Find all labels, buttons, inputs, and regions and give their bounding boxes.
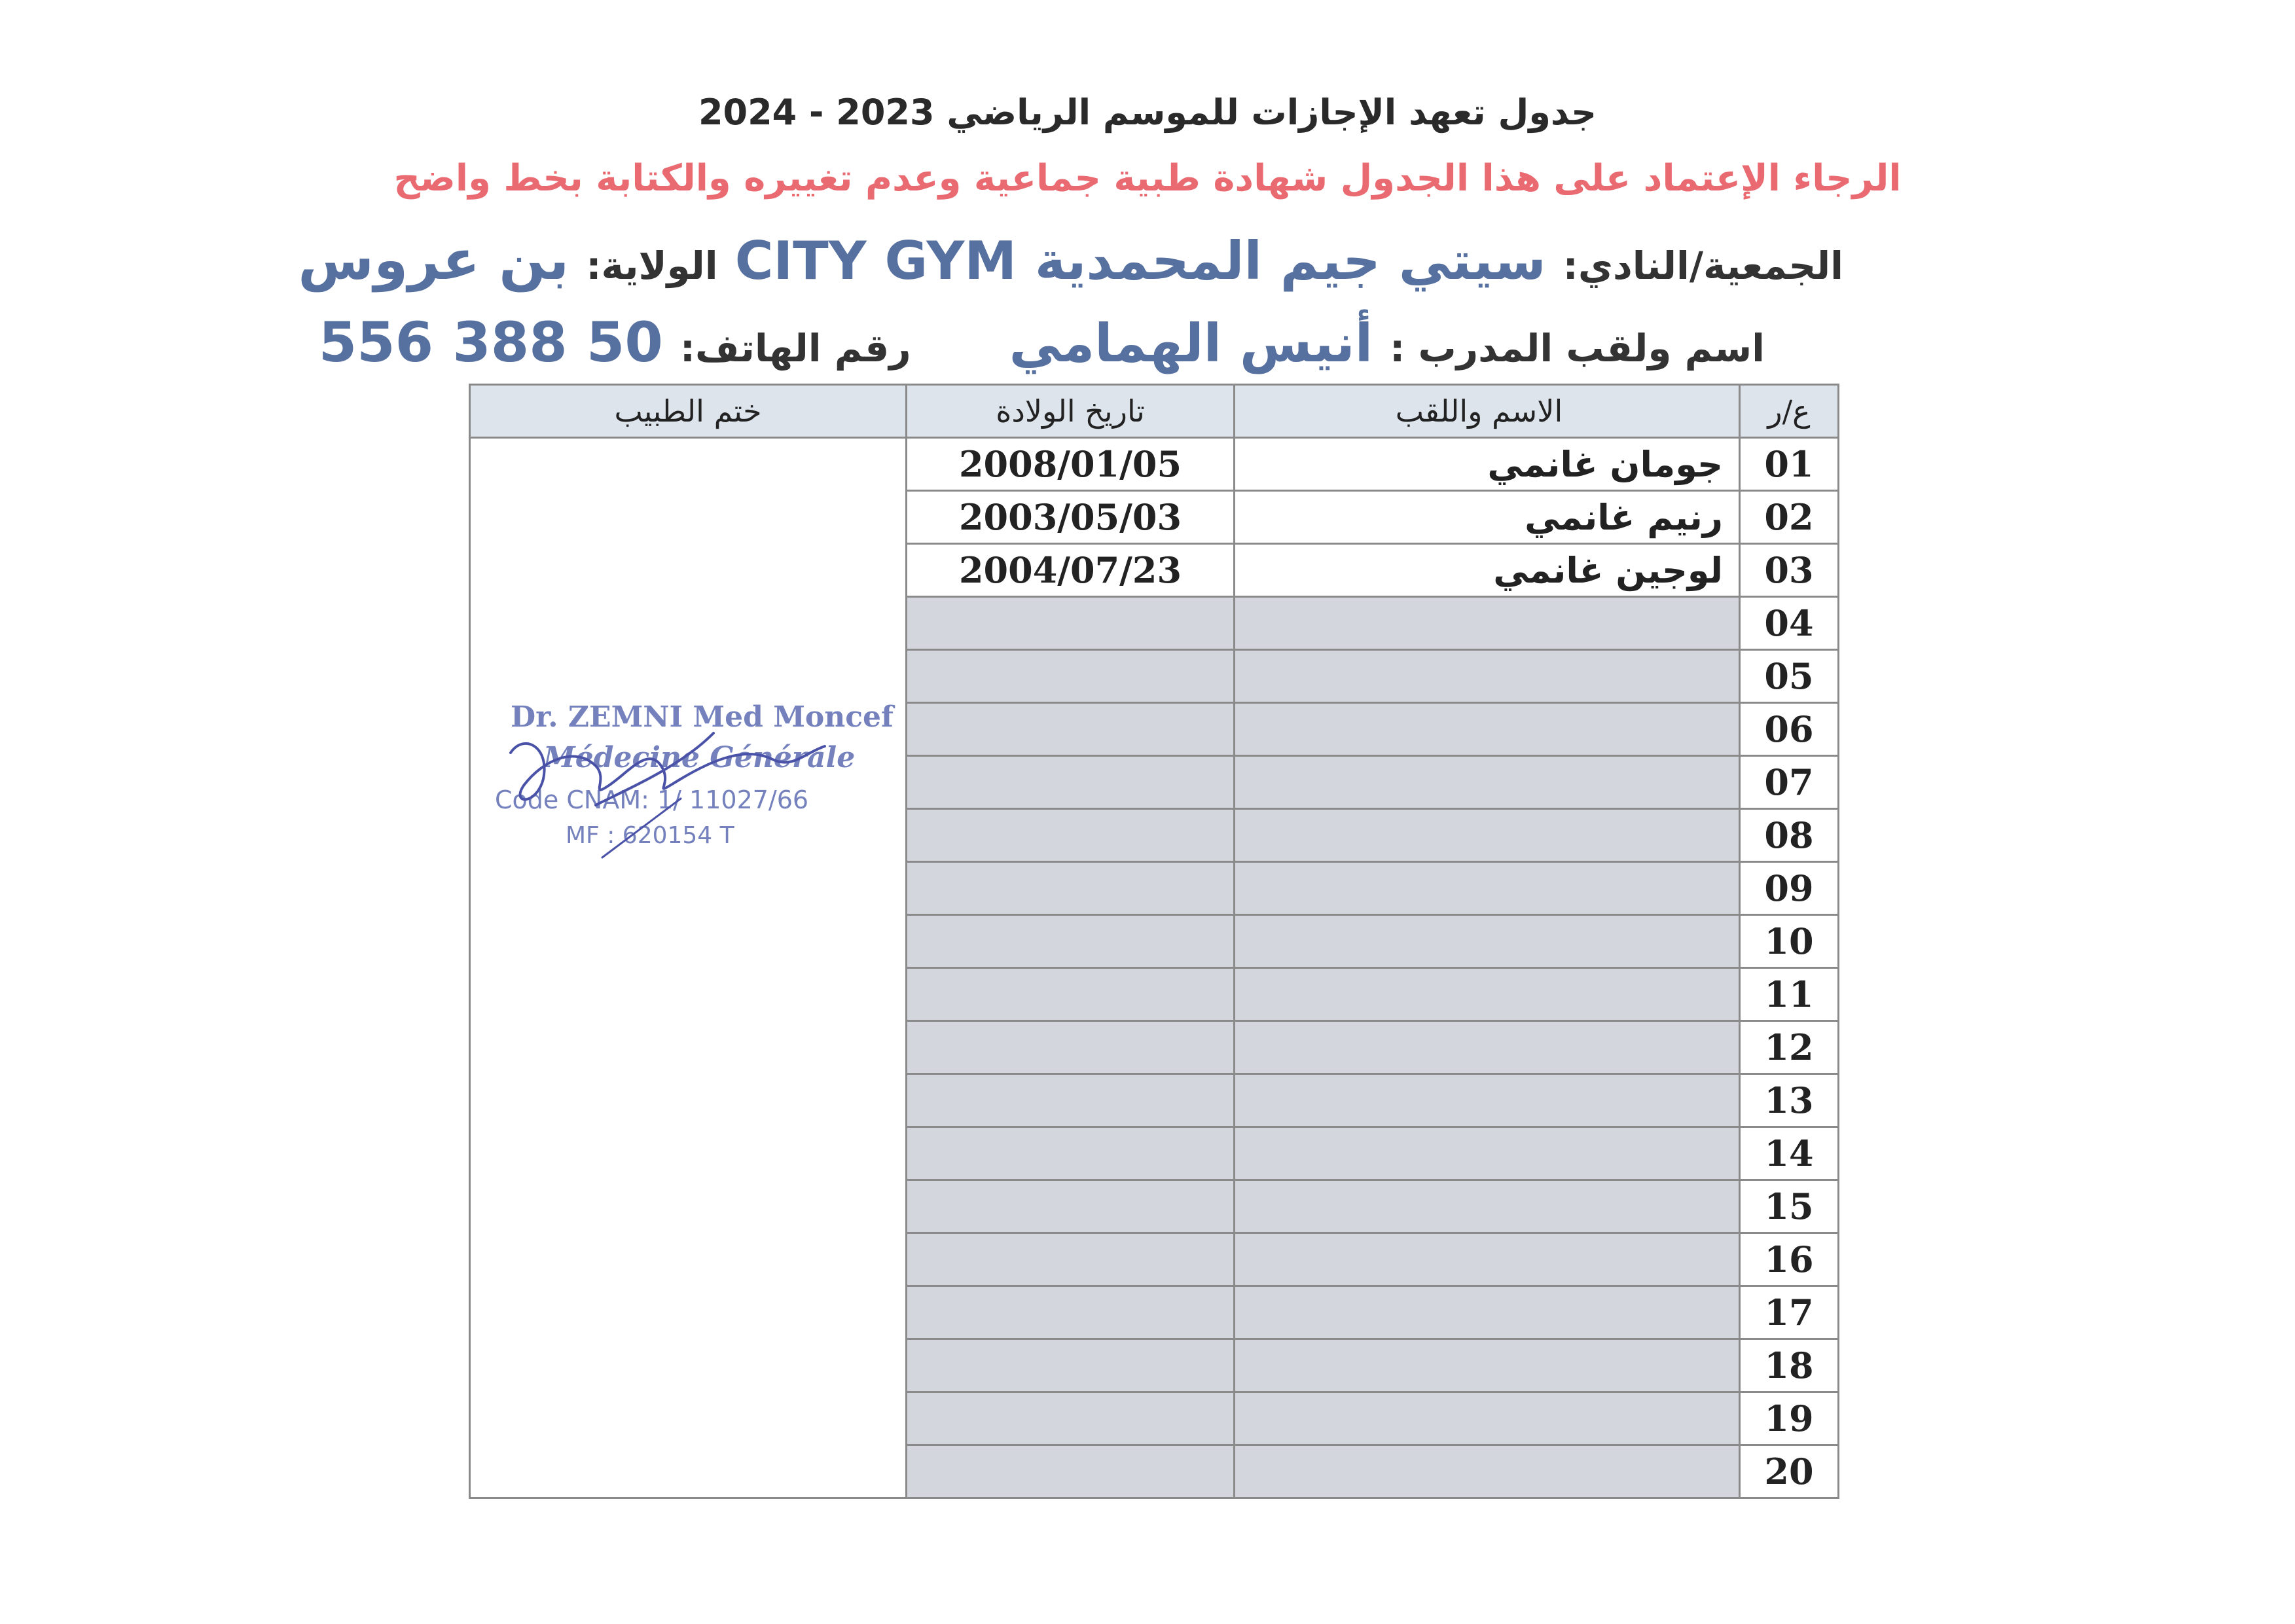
- stamp-mf: MF : 620154 T: [566, 822, 734, 849]
- row-number: 01: [1740, 438, 1839, 491]
- column-header-number: ع/ر: [1740, 385, 1839, 438]
- table-body: [470, 438, 1839, 1498]
- row-number: 08: [1740, 809, 1839, 862]
- stamp-cnam-code: Code CNAM: 1/ 11027/66: [495, 785, 809, 814]
- athlete-name: [1235, 1021, 1740, 1074]
- coach-value: أنيس الهمامي: [1009, 313, 1373, 374]
- athlete-birthdate: [907, 1392, 1235, 1445]
- athlete-name: [1235, 1445, 1740, 1498]
- license-table: [469, 384, 1839, 1499]
- row-number: 16: [1740, 1233, 1839, 1286]
- club-line: [298, 228, 1843, 292]
- club-label: الجمعية/النادي:: [1563, 244, 1843, 288]
- athlete-birthdate: 2004/07/23: [907, 544, 1235, 597]
- column-header-birthdate: تاريخ الولادة: [907, 385, 1235, 438]
- phone-value: 50 388 556: [318, 310, 663, 374]
- coach-label: اسم ولقب المدرب :: [1390, 326, 1765, 370]
- table-row: [470, 438, 1839, 491]
- athlete-birthdate: [907, 809, 1235, 862]
- athlete-birthdate: [907, 1233, 1235, 1286]
- athlete-name: لوجين غانمي: [1235, 544, 1740, 597]
- document-title: جدول تعهد الإجازات للموسم الرياضي 2023 - 2024: [698, 92, 1597, 133]
- athlete-birthdate: [907, 703, 1235, 756]
- phone-label: رقم الهاتف:: [679, 326, 911, 370]
- coach-line: [319, 310, 1765, 374]
- athlete-name: [1235, 1074, 1740, 1127]
- athlete-name: [1235, 968, 1740, 1021]
- athlete-birthdate: [907, 862, 1235, 915]
- row-number: 19: [1740, 1392, 1839, 1445]
- athlete-name: [1235, 1180, 1740, 1233]
- club-value: سيتي جيم المحمدية CITY GYM: [734, 230, 1546, 291]
- row-number: 06: [1740, 703, 1839, 756]
- row-number: 07: [1740, 756, 1839, 809]
- row-number: 12: [1740, 1021, 1839, 1074]
- athlete-name: [1235, 809, 1740, 862]
- stamp-specialty: Médecine Générale: [543, 741, 856, 774]
- row-number: 09: [1740, 862, 1839, 915]
- athlete-name: [1235, 1339, 1740, 1392]
- athlete-name: [1235, 915, 1740, 968]
- column-header-stamp: ختم الطبيب: [470, 385, 907, 438]
- row-number: 04: [1740, 597, 1839, 650]
- athlete-birthdate: [907, 1286, 1235, 1339]
- row-number: 10: [1740, 915, 1839, 968]
- row-number: 13: [1740, 1074, 1839, 1127]
- athlete-name: [1235, 862, 1740, 915]
- state-value: بن عروس: [298, 228, 569, 292]
- athlete-birthdate: [907, 1180, 1235, 1233]
- row-number: 05: [1740, 650, 1839, 703]
- row-number: 14: [1740, 1127, 1839, 1180]
- row-number: 15: [1740, 1180, 1839, 1233]
- state-label: الولاية:: [586, 244, 718, 288]
- athlete-name: [1235, 597, 1740, 650]
- row-number: 11: [1740, 968, 1839, 1021]
- athlete-name: [1235, 1392, 1740, 1445]
- athlete-birthdate: [907, 1339, 1235, 1392]
- athlete-name: [1235, 1233, 1740, 1286]
- stamp-doctor-name: Dr. ZEMNI Med Moncef: [511, 700, 894, 734]
- instruction-notice: الرجاء الإعتماد على هذا الجدول شهادة طبية جماعية وعدم تغييره والكتابة بخط واضح: [393, 157, 1902, 200]
- athlete-name: [1235, 650, 1740, 703]
- athlete-birthdate: [907, 1127, 1235, 1180]
- row-number: 03: [1740, 544, 1839, 597]
- athlete-birthdate: [907, 1021, 1235, 1074]
- athlete-birthdate: 2008/01/05: [907, 438, 1235, 491]
- doctor-signature: [497, 707, 864, 877]
- table-header-row: [470, 385, 1839, 438]
- athlete-birthdate: [907, 597, 1235, 650]
- athlete-name: رنيم غانمي: [1235, 491, 1740, 544]
- athlete-birthdate: 2003/05/03: [907, 491, 1235, 544]
- athlete-birthdate: [907, 1074, 1235, 1127]
- row-number: 18: [1740, 1339, 1839, 1392]
- athlete-birthdate: [907, 756, 1235, 809]
- row-number: 20: [1740, 1445, 1839, 1498]
- athlete-birthdate: [907, 650, 1235, 703]
- athlete-birthdate: [907, 968, 1235, 1021]
- athlete-birthdate: [907, 1445, 1235, 1498]
- column-header-name: الاسم واللقب: [1235, 385, 1740, 438]
- athlete-name: [1235, 703, 1740, 756]
- athlete-name: [1235, 1286, 1740, 1339]
- athlete-name: [1235, 1127, 1740, 1180]
- stamp-cell: [470, 438, 907, 1498]
- row-number: 02: [1740, 491, 1839, 544]
- row-number: 17: [1740, 1286, 1839, 1339]
- athlete-birthdate: [907, 915, 1235, 968]
- athlete-name: جومان غانمي: [1235, 438, 1740, 491]
- athlete-name: [1235, 756, 1740, 809]
